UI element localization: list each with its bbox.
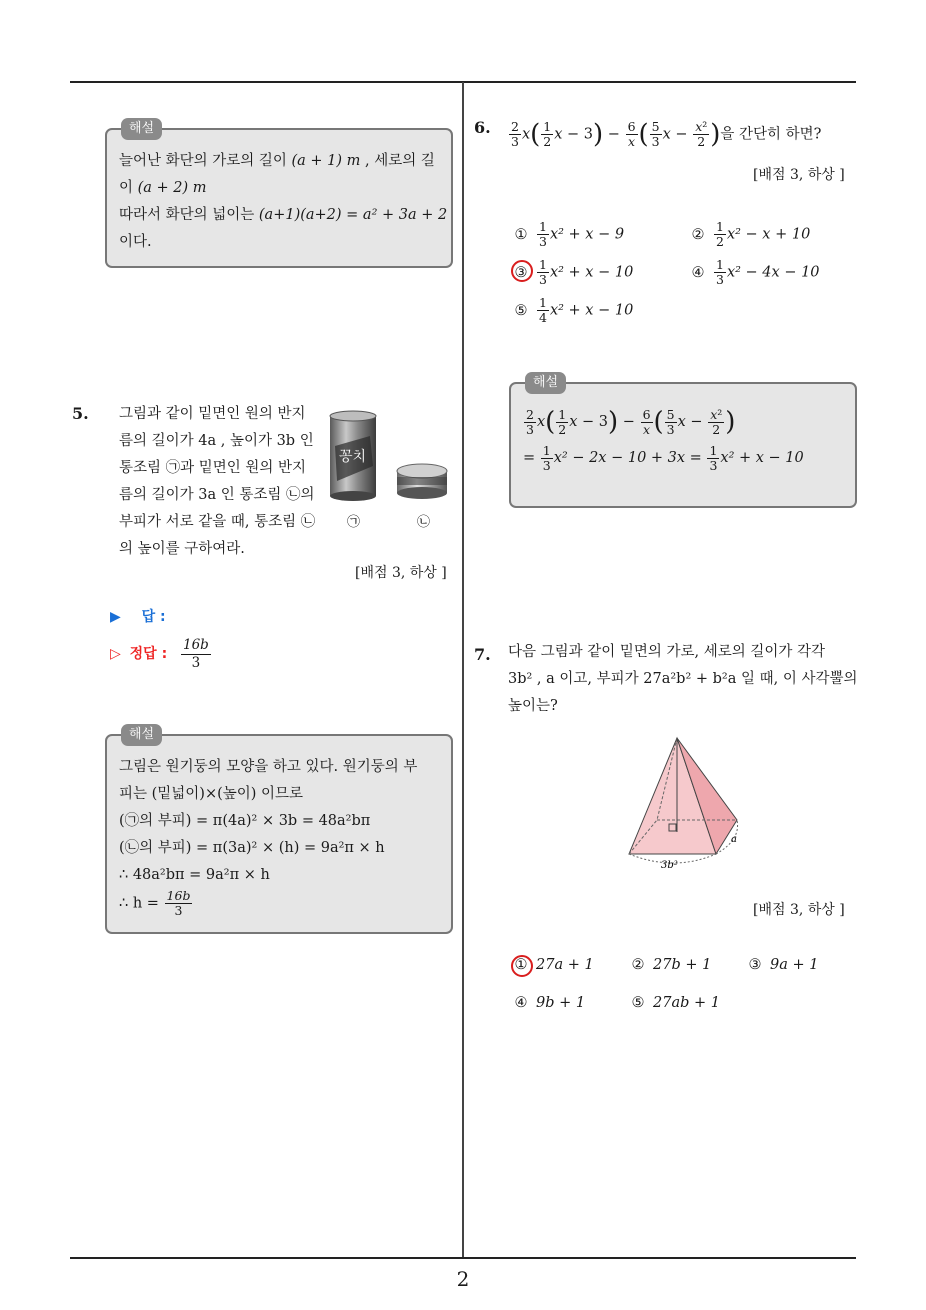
q6-suffix: 을 간단히 하면? <box>720 126 822 143</box>
cans-figure <box>325 406 455 536</box>
solution-tag: 해설 <box>121 724 162 746</box>
answer-label: 답 : <box>141 609 166 625</box>
q7-score: [배점 3, 하상 ] <box>753 902 845 918</box>
q5-solution-line-2: 피는 (밑넓이)×(높이) 이므로 <box>119 786 304 802</box>
fig-label-b: 3b² <box>661 860 678 871</box>
q7-choice-1[interactable]: ① 27a + 1 <box>514 957 594 973</box>
q5-solution-line-1: 그림은 원기둥의 모양을 하고 있다. 원기둥의 부 <box>119 759 418 775</box>
can-label-2: ㉡ <box>417 515 431 530</box>
can-label-1: ㉠ <box>347 515 361 530</box>
q7-choice-5[interactable]: ⑤ 27ab + 1 <box>631 995 720 1011</box>
play-icon: ▶ <box>110 609 121 625</box>
q6-choice-1[interactable]: ① $\frac{1}{3}$ x² + x − 9 <box>514 219 625 249</box>
q7-line-2: 3b² , a 이고, 부피가 27a²b² + b²a 일 때, 이 사각뿔의 <box>508 671 858 687</box>
q7-choice-3[interactable]: ③ 9a + 1 <box>748 957 819 973</box>
q6-choice-2[interactable]: ② $\frac{1}{2}$ x² − x + 10 <box>691 219 811 249</box>
q4-solution-line-2: 이 (a + 2) m <box>119 180 207 196</box>
q6-expression: $\frac{2}{3}$ x( $\frac{1}{2}$ x − 3) − $\frac{6}{x}$ ( $\frac{5}{3}$ x − $\frac{\text{x²}}{2}$ )을 간단히 하면? <box>511 119 822 150</box>
q6-score: [배점 3, 하상 ] <box>753 167 845 183</box>
q5-solution-line-5: ∴ 48a²bπ = 9a²π × h <box>119 867 270 883</box>
q7-choice-2[interactable]: ② 27b + 1 <box>631 957 712 973</box>
q5-solution-line-6: ∴ h = $\frac{16b}{3}$ <box>119 888 191 918</box>
play-outline-icon: ▷ <box>110 646 121 662</box>
q7-choice-4[interactable]: ④ 9b + 1 <box>514 995 586 1011</box>
q4-solution-line-1: 늘어난 화단의 가로의 길이 (a + 1) m , 세로의 길 <box>119 153 435 169</box>
q5-line: 부피가 서로 같을 때, 통조림 ㉡ <box>119 514 316 530</box>
q5-line: 통조림 ㉠과 밑면인 원의 반지 <box>119 460 307 476</box>
q6-choice-3[interactable]: ③ $\frac{1}{3}$ x² + x − 10 <box>514 257 634 287</box>
q5-solution-box <box>105 727 453 934</box>
q5-correct-row <box>110 643 167 663</box>
q6-selected-mark <box>511 260 533 282</box>
q7-selected-mark <box>511 955 533 977</box>
q7-number: 7. <box>474 645 491 664</box>
short-can <box>397 464 447 499</box>
bottom-rule <box>70 1257 856 1259</box>
q5-question-text <box>119 401 319 563</box>
q7-line-1: 다음 그림과 같이 밑면의 가로, 세로의 길이가 각각 <box>508 644 826 660</box>
solution-tag: 해설 <box>121 118 162 140</box>
page-number: 2 <box>456 1267 470 1291</box>
q6-number: 6. <box>474 118 491 137</box>
q5-score: [배점 3, 하상 ] <box>355 565 447 581</box>
q6-choice-4[interactable]: ④ $\frac{1}{3}$ x² − 4x − 10 <box>691 257 820 287</box>
q7-question-text <box>508 639 858 720</box>
q5-line: 그림과 같이 밑면인 원의 반지 <box>119 406 306 422</box>
solution-tag: 해설 <box>525 372 566 394</box>
q6-choice-5[interactable]: ⑤ $\frac{1}{4}$ x² + x − 10 <box>514 295 634 325</box>
correct-label: 정답 : <box>129 646 168 662</box>
q5-line: 름의 길이가 3a 인 통조림 ㉡의 <box>119 487 315 503</box>
q4-solution-box <box>105 121 453 268</box>
q5-solution-line-3: (㉠의 부피) = π(4a)² × 3b = 48a²bπ <box>119 813 371 829</box>
can-text: 꽁치 <box>339 449 367 465</box>
q5-number: 5. <box>72 404 89 423</box>
q5-solution-line-4: (㉡의 부피) = π(3a)² × (h) = 9a²π × h <box>119 840 385 856</box>
column-divider <box>462 82 464 1258</box>
q7-line-3: 높이는? <box>508 698 558 714</box>
q5-line: 의 높이를 구하여라. <box>119 541 245 557</box>
tall-can <box>330 411 376 501</box>
q4-solution-line-3: 따라서 화단의 넓이는 (a+1)(a+2) = a² + 3a + 2 <box>119 207 448 223</box>
q4-solution-line-4: 이다. <box>119 234 152 250</box>
q5-line: 름의 길이가 4a , 높이가 3b 인 <box>119 433 314 449</box>
pyramid-figure <box>619 732 754 872</box>
q6-solution-line-2: = $\frac{1}{3}$ x² − 2x − 10 + 3x = $\frac{1}{3}$ x² + x − 10 <box>523 442 804 473</box>
q6-solution-line-1: $\frac{2}{3}$ x( $\frac{1}{2}$ x − 3) − $\frac{6}{x}$ ( $\frac{5}{3}$ x − $\frac{\text{x²}}{2}$ ) <box>526 406 736 437</box>
q6-solution-box <box>509 375 857 508</box>
q5-correct-answer: $\frac{16b}{3}$ <box>183 637 209 671</box>
q5-answer-row <box>110 606 166 626</box>
fig-label-a: a <box>731 834 737 845</box>
